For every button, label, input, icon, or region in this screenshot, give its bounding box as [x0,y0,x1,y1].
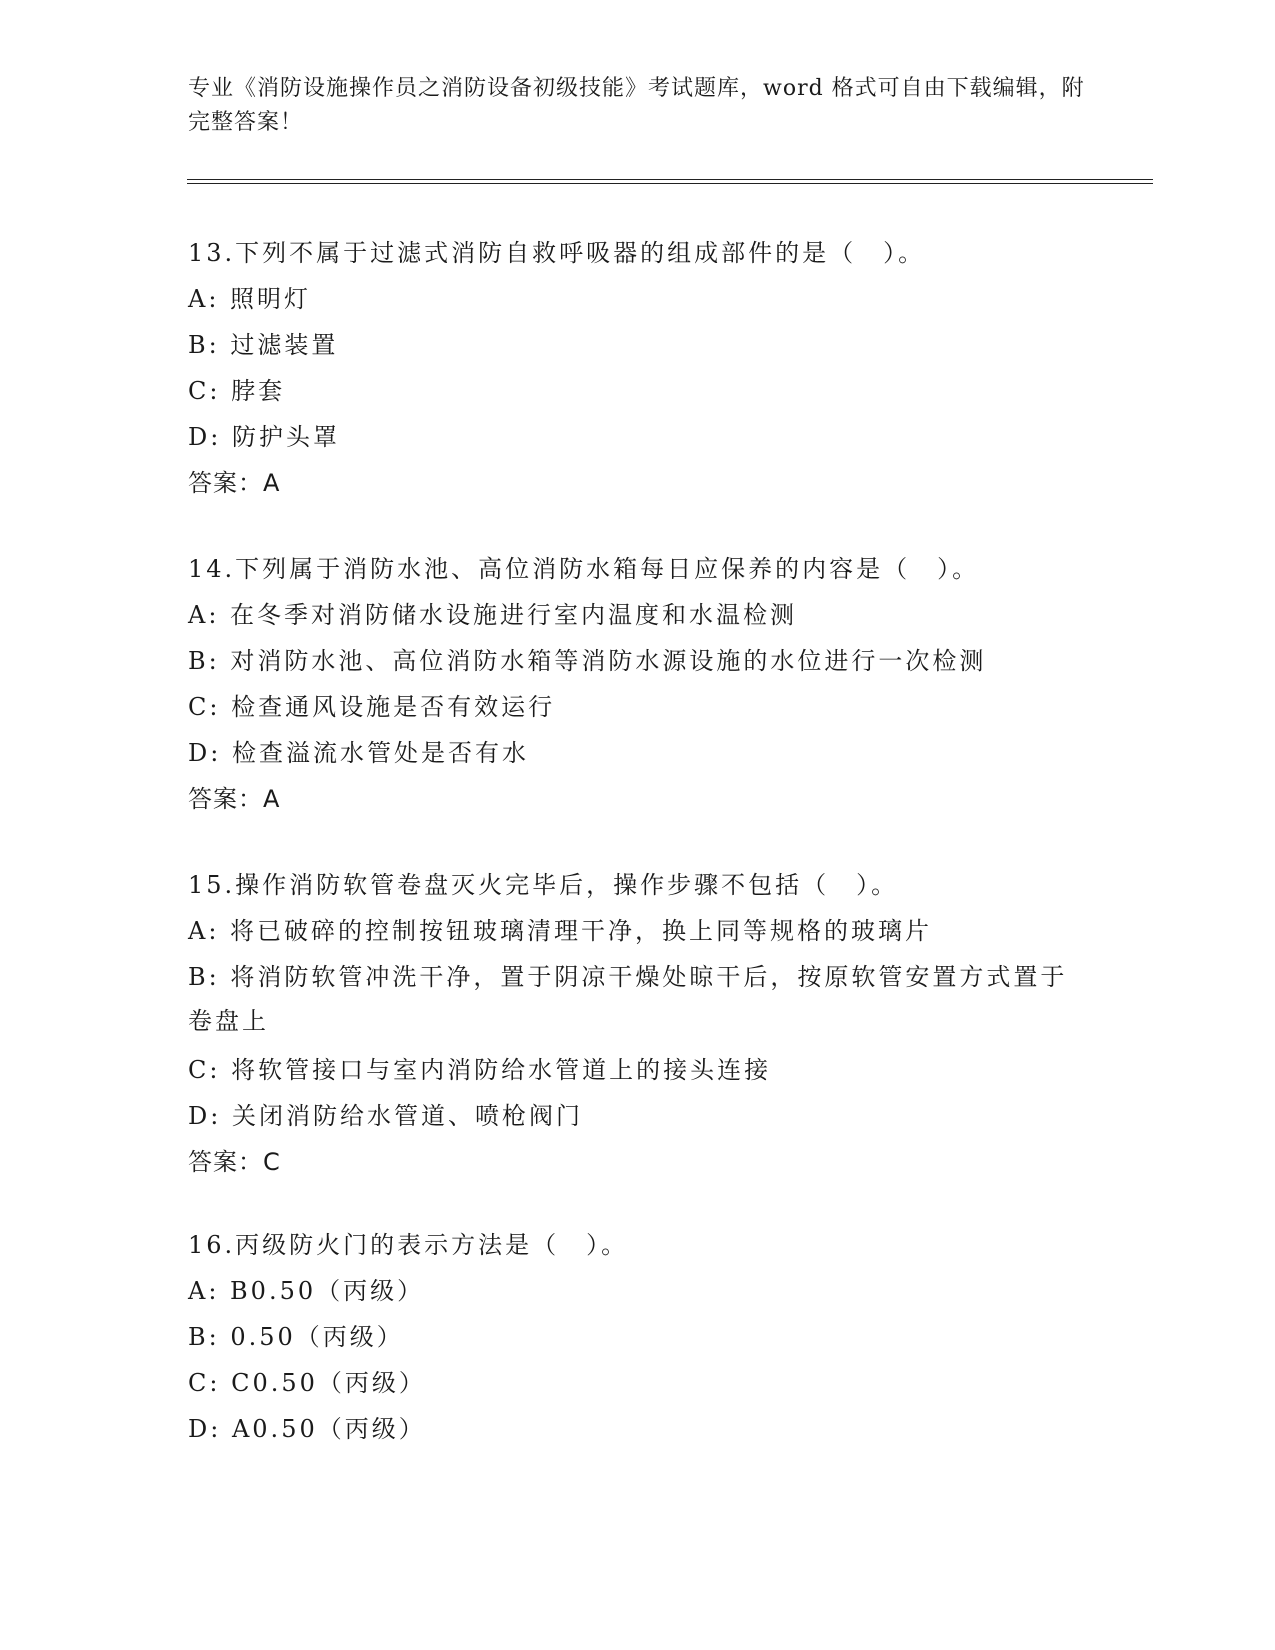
question-14 [188,552,1088,828]
question-13 [188,236,1088,512]
option-a: A: 照明灯 [188,285,312,313]
question-15 [188,868,1088,1191]
question-stem: 14.下列属于消防水池、高位消防水箱每日应保养的内容是（ ）。 [188,555,980,583]
option-c: C: 将软管接口与室内消防给水管道上的接头连接 [188,1056,772,1084]
answer-label: 答案：A [188,469,281,497]
option-d: D: 关闭消防给水管道、喷枪阀门 [188,1102,583,1130]
header-divider-top [187,179,1153,180]
question-stem: 13.下列不属于过滤式消防自救呼吸器的组成部件的是（ ）。 [188,239,926,267]
header-divider-bottom [187,183,1153,184]
question-stem: 15.操作消防软管卷盘灭火完毕后，操作步骤不包括（ ）。 [188,871,899,899]
option-c: C: 脖套 [188,377,286,405]
option-c: C: 检查通风设施是否有效运行 [188,693,556,721]
question-stem: 16.丙级防火门的表示方法是（ ）。 [188,1231,629,1259]
answer-label: 答案：A [188,785,281,813]
option-d: D: 检查溢流水管处是否有水 [188,739,529,767]
option-d: D: 防护头罩 [188,423,340,451]
option-a: A: 在冬季对消防储水设施进行室内温度和水温检测 [188,601,798,629]
option-d: D: A0.50（丙级） [188,1415,426,1443]
question-16 [188,1228,1088,1458]
answer-label: 答案：C [188,1148,281,1176]
option-c: C: C0.50（丙级） [188,1369,426,1397]
document-description: 专业《消防设施操作员之消防设备初级技能》考试题库，word 格式可自由下载编辑，附完整答案！ [188,76,1085,135]
option-b: B: 将消防软管冲洗干净，置于阴凉干燥处晾干后，按原软管安置方式置于卷盘上 [188,963,1068,1035]
option-b: B: 过滤装置 [188,331,339,359]
option-b: B: 对消防水池、高位消防水箱等消防水源设施的水位进行一次检测 [188,647,987,675]
option-a: A: 将已破碎的控制按钮玻璃清理干净，换上同等规格的玻璃片 [188,917,933,945]
option-a: A: B0.50（丙级） [188,1277,425,1305]
option-b: B: 0.50（丙级） [188,1323,404,1351]
